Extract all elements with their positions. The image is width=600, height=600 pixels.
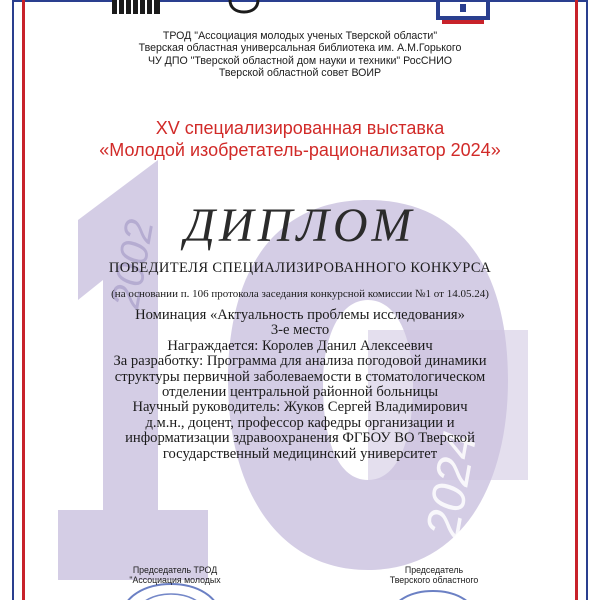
stamp-right: [388, 583, 478, 600]
organizer-line: Тверской областной совет ВОИР: [218, 66, 382, 79]
work-line: За разработку: Программа для анализа погодовой динамики: [113, 353, 487, 370]
organizer-line: ТРОД "Ассоциация молодых ученых Тверской области": [162, 30, 438, 42]
advisor-line: д.м.н., доцент, профессор кафедры организации и: [145, 414, 455, 431]
nomination: Номинация «Актуальность проблемы исследования»: [135, 307, 465, 323]
advisor-line: Научный руководитель: Жуков Сергей Владимирович: [132, 399, 468, 416]
signature-left: [112, 565, 238, 585]
awardee: Награждается: Королев Данил Алексеевич: [167, 337, 433, 354]
diploma-title: ДИПЛОМ: [184, 199, 416, 252]
organizer-line: Тверская областная универсальная библиотека им. А.М.Горького: [138, 42, 462, 55]
signature-left-line2: "Ассоциация молодых: [129, 575, 221, 585]
work-line: структуры первичной заболеваемости в стоматологическом: [114, 368, 486, 385]
diploma-basis: (на основании п. 106 протокола заседания конкурсной комиссии №1 от 14.05.24): [111, 288, 489, 300]
watermark-year-right: 2024: [416, 427, 488, 542]
signature-left-line1: Председатель ТРОД: [132, 565, 218, 575]
watermark-year-left: 2002: [103, 216, 163, 312]
signature-right-line2: Тверского областного: [389, 575, 479, 585]
diploma-subtitle: ПОБЕДИТЕЛЯ СПЕЦИАЛИЗИРОВАННОГО КОНКУРСА: [108, 260, 492, 276]
work-line: отделении центральной районной больницы: [161, 384, 439, 401]
advisor-line: государственный медицинский университет: [162, 445, 438, 462]
place: 3-е место: [270, 322, 330, 339]
organizers-header: [0, 30, 600, 79]
signature-right: [368, 565, 500, 585]
advisor-line: информатизации здравоохранения ФГБОУ ВО Тверской: [125, 430, 475, 447]
event-title: [0, 117, 600, 161]
organization-logo-middle: [226, 0, 262, 14]
award-details: [0, 308, 600, 462]
signature-right-line1: Председатель: [404, 565, 464, 575]
organizer-line: ЧУ ДПО "Тверской областной дом науки и техники" РосСНИО: [147, 54, 453, 67]
event-title-line2: «Молодой изобретатель-рационализатор 2024»: [99, 140, 501, 160]
voir-logo: [432, 0, 494, 30]
event-title-line1: XV специализированная выставка: [155, 118, 445, 138]
organization-logo-left: [108, 0, 164, 18]
